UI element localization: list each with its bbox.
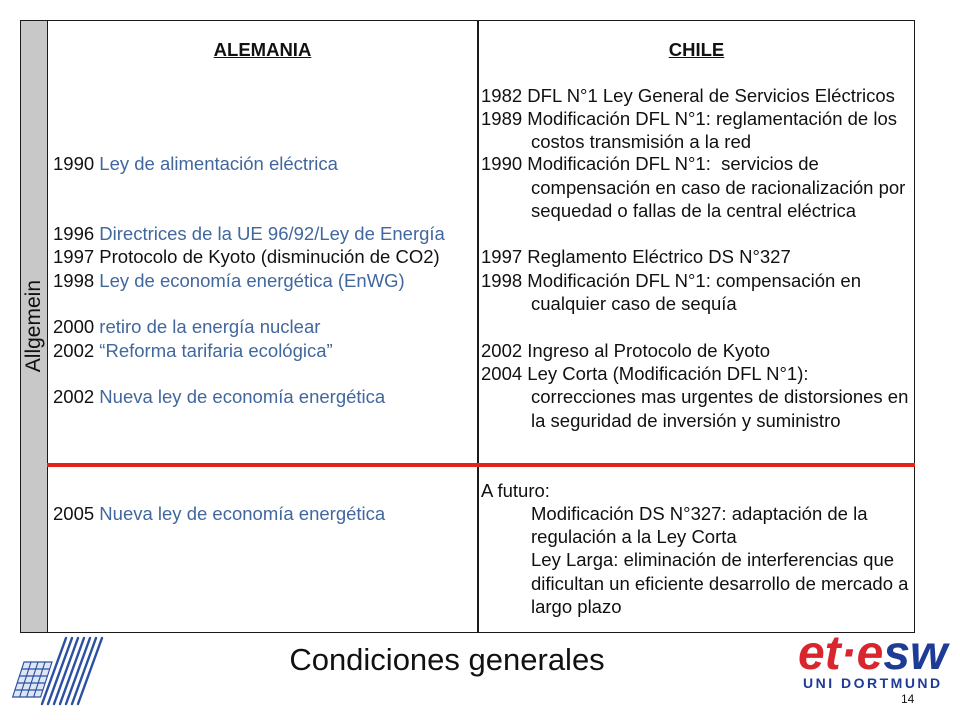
institute-logo-graphic bbox=[8, 634, 104, 706]
chile-entry-continuation: cualquier caso de sequía bbox=[531, 293, 737, 314]
entry-year: 2002 bbox=[53, 340, 95, 361]
chile-future-item-line: Ley Larga: eliminación de interferencias que bbox=[531, 549, 895, 570]
entry-text: Directrices de la UE 96/92/Ley de Energía bbox=[99, 223, 445, 244]
alemania-entry bbox=[53, 316, 320, 338]
chile-entry-line: 1990 Modificación DFL N°1: servicios de bbox=[481, 153, 819, 174]
entry-year: 1998 bbox=[53, 270, 95, 291]
etesw-logo bbox=[798, 627, 948, 680]
entry-text: Ley de economía energética (EnWG) bbox=[99, 270, 405, 291]
heading-alemania: ALEMANIA bbox=[213, 39, 312, 60]
section-divider-line bbox=[47, 463, 915, 467]
entry-text: Nueva ley de economía energética bbox=[99, 503, 386, 524]
slide-title: Condiciones generales bbox=[289, 642, 605, 677]
chile-future-item-line: dificultan un eficiente desarrollo de mercado a bbox=[531, 573, 909, 594]
logo-subtitle: UNI DORTMUND bbox=[803, 675, 943, 691]
chile-entry-line: 1998 Modificación DFL N°1: compensación en bbox=[481, 270, 861, 291]
chile-entry-line: 2002 Ingreso al Protocolo de Kyoto bbox=[481, 340, 770, 361]
chile-future-label: A futuro: bbox=[481, 480, 550, 501]
chile-entry-continuation: la seguridad de inversión y suministro bbox=[531, 410, 841, 431]
page-number: 14 bbox=[901, 692, 915, 706]
entry-text: retiro de la energía nuclear bbox=[99, 316, 321, 337]
chile-entry-continuation: correcciones mas urgentes de distorsiones en bbox=[531, 386, 909, 407]
chile-entry-line: 1989 Modificación DFL N°1: reglamentación de los bbox=[481, 108, 897, 129]
entry-year: 1990 bbox=[53, 153, 95, 174]
chile-entry-continuation: costos transmisión a la red bbox=[531, 131, 752, 152]
chile-entry-line: 1997 Reglamento Eléctrico DS N°327 bbox=[481, 246, 791, 267]
institute-logo bbox=[8, 634, 104, 706]
entry-text: Nueva ley de economía energética bbox=[99, 386, 386, 407]
alemania-entry bbox=[53, 223, 445, 245]
logo-wordmark-red: et·e bbox=[798, 627, 884, 680]
entry-year: 2000 bbox=[53, 316, 95, 337]
chile-entry-continuation: sequedad o fallas de la central eléctrica bbox=[531, 200, 856, 221]
chile-future-item-line: largo plazo bbox=[531, 596, 622, 617]
entry-year: 2002 bbox=[53, 386, 95, 407]
chile-entry-line: 1982 DFL N°1 Ley General de Servicios Eléctricos bbox=[481, 85, 895, 106]
alemania-entry bbox=[53, 270, 405, 292]
logo-wordmark-blue: sw bbox=[883, 627, 948, 680]
side-bar bbox=[20, 20, 48, 633]
entry-text: “Reforma tarifaria ecológica” bbox=[99, 340, 333, 361]
alemania-entry bbox=[53, 503, 385, 525]
column-divider bbox=[477, 20, 479, 633]
chile-future-item-line: regulación a la Ley Corta bbox=[531, 526, 737, 547]
alemania-entry bbox=[53, 246, 440, 268]
entry-year: 1997 bbox=[53, 246, 95, 267]
chile-entry-continuation: compensación en caso de racionalización por bbox=[531, 177, 906, 198]
entry-text: Protocolo de Kyoto (disminución de CO2) bbox=[99, 246, 440, 267]
entry-text: Ley de alimentación eléctrica bbox=[99, 153, 338, 174]
side-label: Allgemein bbox=[22, 280, 45, 373]
entry-year: 2005 bbox=[53, 503, 95, 524]
alemania-entry bbox=[53, 386, 385, 408]
entry-year: 1996 bbox=[53, 223, 95, 244]
heading-chile: CHILE bbox=[668, 39, 725, 60]
alemania-entry bbox=[53, 340, 333, 362]
alemania-entry bbox=[53, 153, 338, 175]
chile-future-item-line: Modificación DS N°327: adaptación de la bbox=[531, 503, 868, 524]
chile-entry-line: 2004 Ley Corta (Modificación DFL N°1): bbox=[481, 363, 809, 384]
